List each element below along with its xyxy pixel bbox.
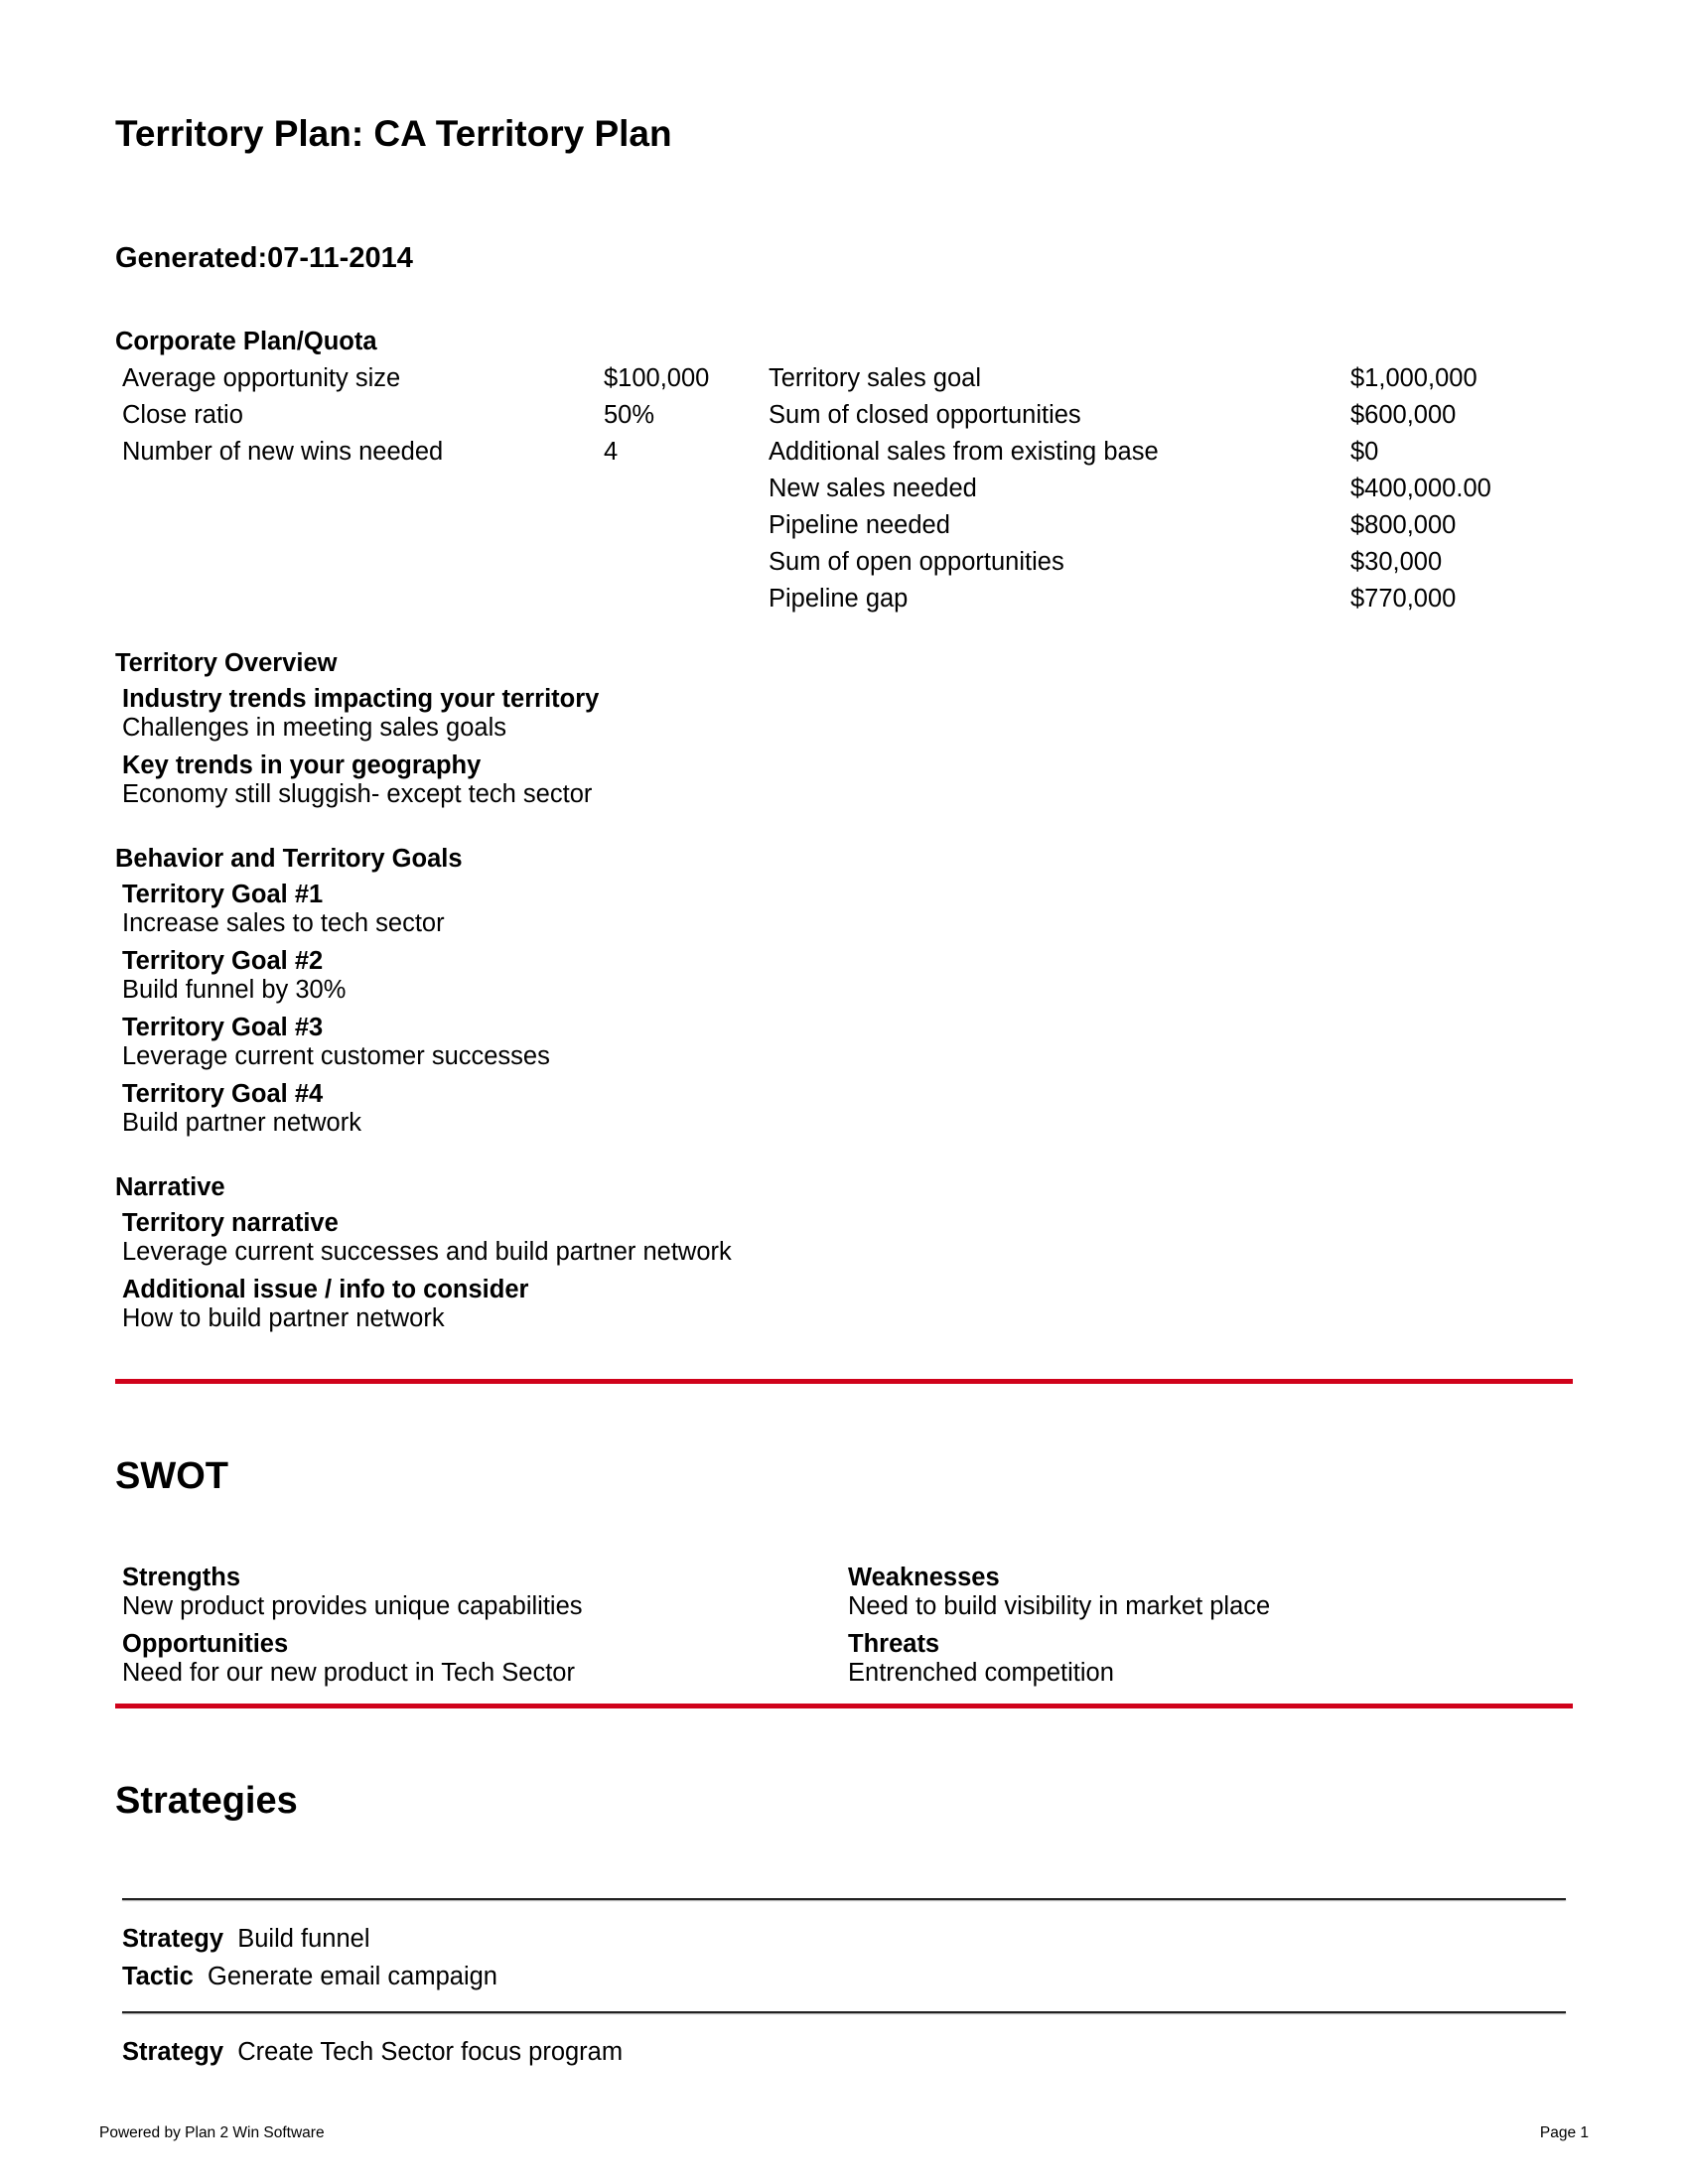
metric-label: Sum of closed opportunities bbox=[769, 401, 1081, 429]
swot-opportunities-text: Need for our new product in Tech Sector bbox=[122, 1659, 575, 1687]
field-text: Challenges in meeting sales goals bbox=[122, 714, 506, 742]
generated-date: Generated:07-11-2014 bbox=[115, 242, 413, 274]
section-divider bbox=[115, 1704, 1573, 1708]
metric-value: $400,000.00 bbox=[1350, 475, 1491, 502]
swot-opportunities-label: Opportunities bbox=[122, 1630, 289, 1658]
metric-value: $0 bbox=[1350, 438, 1379, 466]
goal-label: Territory Goal #4 bbox=[122, 1080, 324, 1108]
narrative-text: Leverage current successes and build partner network bbox=[122, 1238, 732, 1266]
metric-label: Pipeline gap bbox=[769, 585, 909, 613]
goal-text: Leverage current customer successes bbox=[122, 1042, 550, 1070]
goal-text: Build partner network bbox=[122, 1109, 361, 1137]
swot-threats-label: Threats bbox=[848, 1630, 940, 1658]
page-title: Territory Plan: CA Territory Plan bbox=[115, 113, 672, 154]
narrative-label: Territory narrative bbox=[122, 1209, 339, 1237]
metric-label: New sales needed bbox=[769, 475, 977, 502]
swot-weaknesses-text: Need to build visibility in market place bbox=[848, 1592, 1271, 1620]
field-text: Economy still sluggish- except tech sector bbox=[122, 780, 593, 808]
field-label: Key trends in your geography bbox=[122, 751, 482, 779]
goal-label: Territory Goal #1 bbox=[122, 881, 324, 908]
metric-label: Additional sales from existing base bbox=[769, 438, 1159, 466]
strategy-label: Strategy bbox=[122, 2038, 224, 2066]
narrative-label: Additional issue / info to consider bbox=[122, 1276, 529, 1303]
metric-value: $600,000 bbox=[1350, 401, 1457, 429]
swot-weaknesses-label: Weaknesses bbox=[848, 1564, 1000, 1591]
goals-heading: Behavior and Territory Goals bbox=[115, 845, 463, 873]
metric-label: Number of new wins needed bbox=[122, 438, 444, 466]
goal-text: Build funnel by 30% bbox=[122, 976, 347, 1004]
swot-threats-text: Entrenched competition bbox=[848, 1659, 1114, 1687]
strategy-text: Build funnel bbox=[237, 1925, 370, 1953]
goal-label: Territory Goal #2 bbox=[122, 947, 324, 975]
strategy-row bbox=[122, 1924, 369, 1954]
strategy-divider bbox=[122, 1898, 1566, 1900]
metric-value: $1,000,000 bbox=[1350, 364, 1477, 392]
metric-value: $770,000 bbox=[1350, 585, 1457, 613]
metric-value: 50% bbox=[604, 401, 655, 429]
swot-heading: SWOT bbox=[115, 1455, 228, 1497]
section-divider bbox=[115, 1379, 1573, 1384]
field-label: Industry trends impacting your territory bbox=[122, 685, 600, 713]
metric-label: Territory sales goal bbox=[769, 364, 981, 392]
narrative-heading: Narrative bbox=[115, 1173, 225, 1201]
tactic-text: Generate email campaign bbox=[207, 1963, 497, 1990]
strategy-row bbox=[122, 2037, 623, 2067]
metric-label: Pipeline needed bbox=[769, 511, 950, 539]
footer-powered-by: Powered by Plan 2 Win Software bbox=[99, 2124, 325, 2141]
swot-strengths-text: New product provides unique capabilities bbox=[122, 1592, 583, 1620]
metric-label: Close ratio bbox=[122, 401, 243, 429]
tactic-label: Tactic bbox=[122, 1963, 194, 1990]
metric-label: Average opportunity size bbox=[122, 364, 401, 392]
narrative-text: How to build partner network bbox=[122, 1304, 445, 1332]
metric-label: Sum of open opportunities bbox=[769, 548, 1064, 576]
strategy-divider bbox=[122, 2011, 1566, 2013]
strategies-heading: Strategies bbox=[115, 1780, 298, 1822]
swot-strengths-label: Strengths bbox=[122, 1564, 241, 1591]
territory-overview-heading: Territory Overview bbox=[115, 649, 338, 677]
metric-value: $100,000 bbox=[604, 364, 710, 392]
tactic-row bbox=[122, 1962, 497, 1991]
metric-value: $30,000 bbox=[1350, 548, 1443, 576]
goal-text: Increase sales to tech sector bbox=[122, 909, 445, 937]
corporate-plan-heading: Corporate Plan/Quota bbox=[115, 328, 377, 355]
footer-page-number: Page 1 bbox=[1539, 2124, 1589, 2141]
strategy-label: Strategy bbox=[122, 1925, 224, 1953]
strategy-text: Create Tech Sector focus program bbox=[237, 2038, 624, 2066]
metric-value: $800,000 bbox=[1350, 511, 1457, 539]
goal-label: Territory Goal #3 bbox=[122, 1014, 324, 1041]
metric-value: 4 bbox=[604, 438, 619, 466]
